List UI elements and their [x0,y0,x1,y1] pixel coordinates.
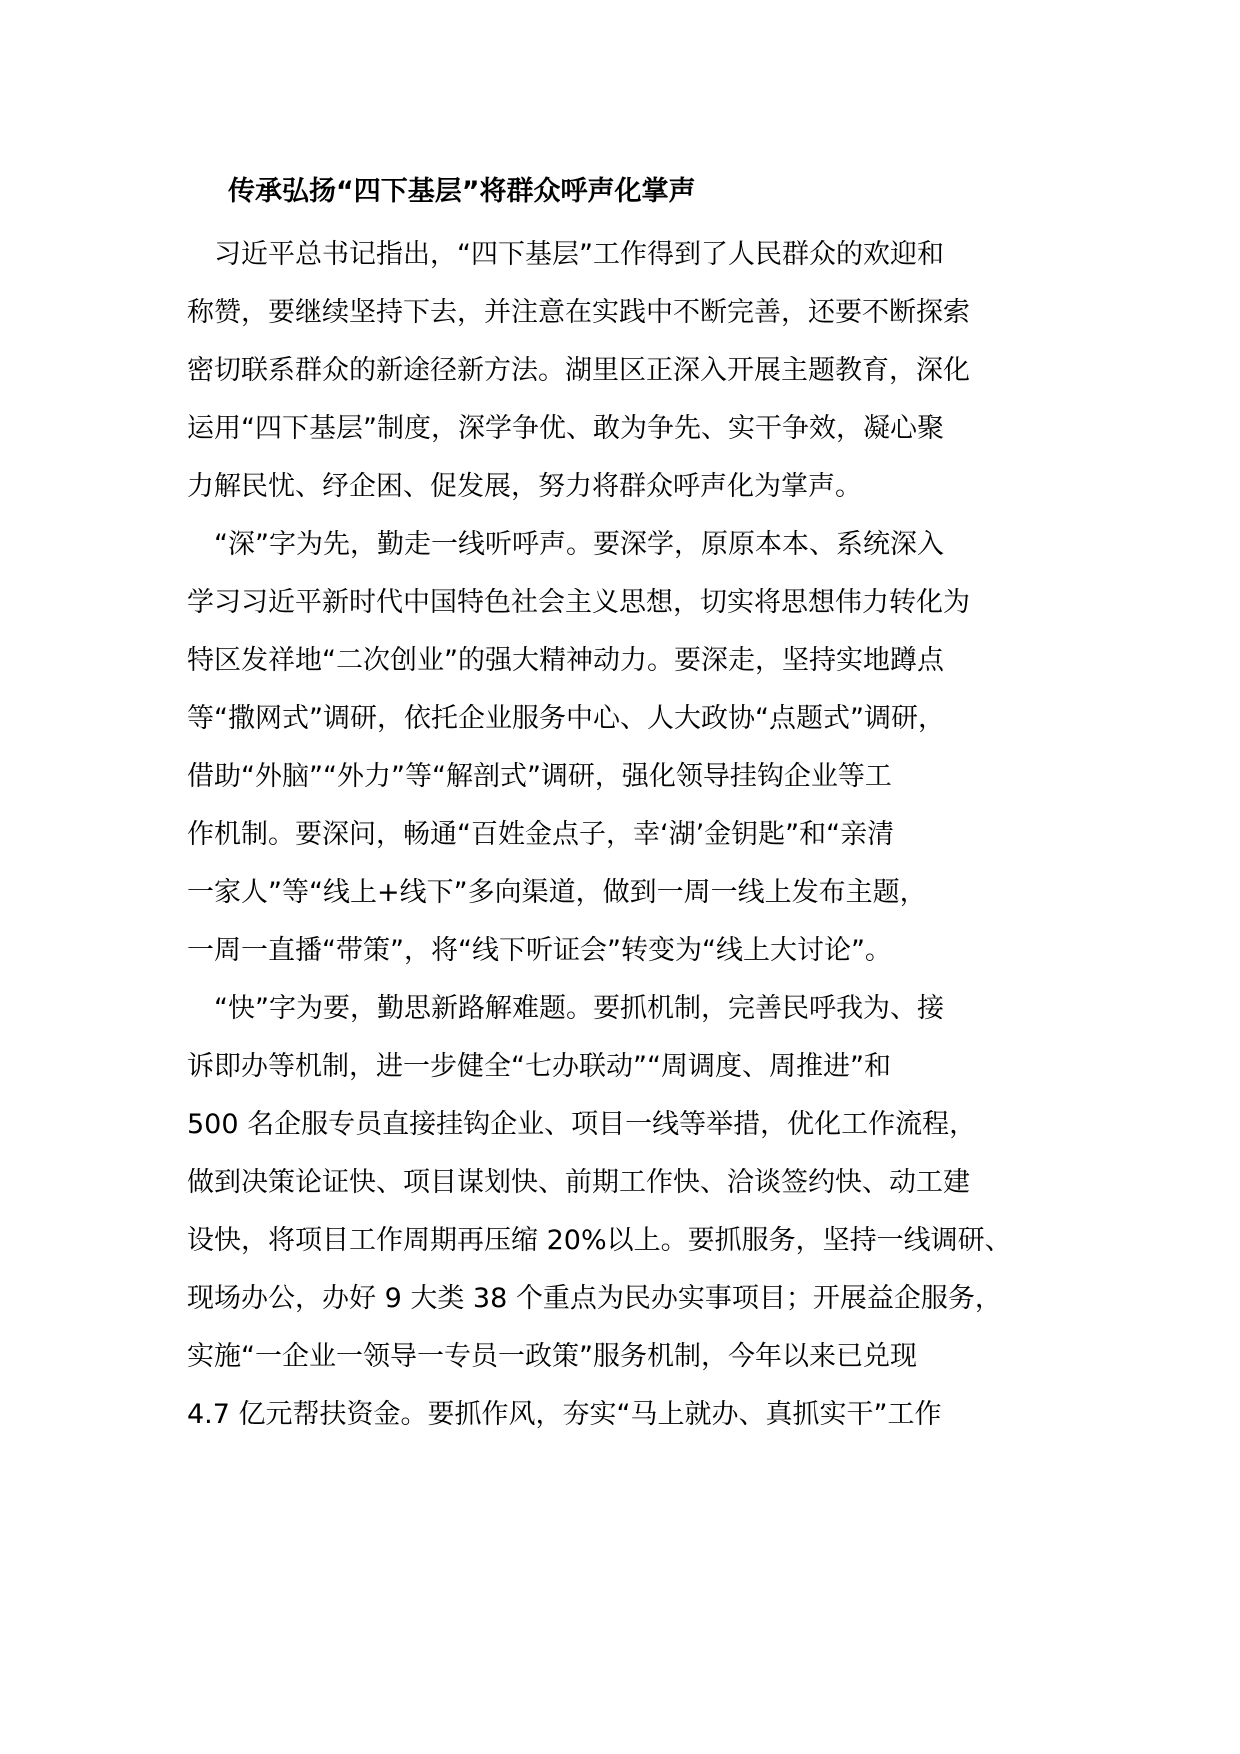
body-line: 等“撒网式”调研，依托企业服务中心、人大政协“点题式”调研， [187,703,945,734]
body-line: 一家人”等“线上+线下”多向渠道，做到一周一线上发布主题， [187,877,927,908]
body-line: 一周一直播“带策”，将“线下听证会”转变为“线上大讨论”。 [187,935,892,966]
body-line: 设快，将项目工作周期再压缩 20%以上。要抓服务，坚持一线调研、 [187,1225,1012,1256]
body-line: 做到决策论证快、项目谋划快、前期工作快、洽谈签约快、动工建 [187,1167,970,1198]
body-line: 习近平总书记指出，“四下基层”工作得到了人民群众的欢迎和 [187,239,944,270]
body-line: 密切联系群众的新途径新方法。湖里区正深入开展主题教育，深化 [187,355,970,386]
document-title: 传承弘扬“四下基层”将群众呼声化掌声 [228,176,696,207]
body-line: 学习习近平新时代中国特色社会主义思想，切实将思想伟力转化为 [187,587,970,618]
body-line: 4.7 亿元帮扶资金。要抓作风，夯实“马上就办、真抓实干”工作 [187,1399,942,1430]
body-line: 力解民忧、纾企困、促发展，努力将群众呼声化为掌声。 [187,471,862,502]
body-line: 作机制。要深问，畅通“百姓金点子，幸‘湖’金钥匙”和“亲清 [187,819,895,850]
body-line: 称赞，要继续坚持下去，并注意在实践中不断完善，还要不断探索 [187,297,970,328]
body-line: 特区发祥地“二次创业”的强大精神动力。要深走，坚持实地蹲点 [187,645,944,676]
body-line: 诉即办等机制，进一步健全“七办联动”“周调度、周推进”和 [187,1051,891,1082]
body-line: 现场办公，办好 9 大类 38 个重点为民办实事项目；开展益企服务， [187,1283,1002,1314]
body-line: “深”字为先，勤走一线听呼声。要深学，原原本本、系统深入 [187,529,944,560]
body-line: “快”字为要，勤思新路解难题。要抓机制，完善民呼我为、接 [187,993,944,1024]
body-line: 500 名企服专员直接挂钩企业、项目一线等举措，优化工作流程， [187,1109,977,1140]
body-line: 借助“外脑”“外力”等“解剖式”调研，强化领导挂钩企业等工 [187,761,892,792]
body-line: 运用“四下基层”制度，深学争优、敢为争先、实干争效，凝心聚 [187,413,944,444]
body-line: 实施“一企业一领导一专员一政策”服务机制，今年以来已兑现 [187,1341,917,1372]
